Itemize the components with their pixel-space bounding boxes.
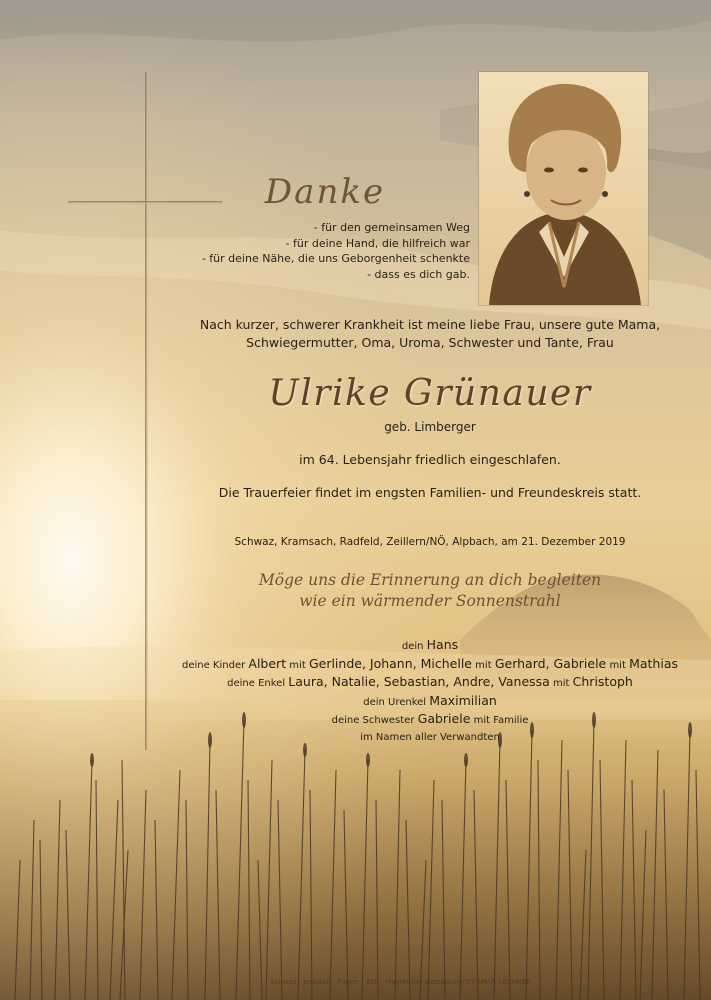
mourner-prefix: deine Schwester (331, 715, 415, 726)
mourner-name: Gabriele (417, 711, 471, 726)
verse-line: - dass es dich gab. (367, 267, 470, 281)
mourner-name: Mathias (629, 655, 678, 671)
mourners-list (180, 637, 680, 746)
mourner-connector: mit (609, 659, 626, 671)
mourner-name: Christoph (572, 674, 633, 689)
mourner-sister (180, 711, 680, 730)
mourner-connector: mit (475, 659, 492, 671)
place-and-date: Schwaz, Kramsach, Radfeld, Zeillern/NÖ, Alpbach, am 21. Dezember 2019 (234, 536, 626, 548)
thanks-heading: Danke (264, 172, 386, 212)
verse-line: - für deine Nähe, die uns Geborgenheit schenkte (201, 252, 470, 265)
funeral-notice: Die Trauerfeier findet im engsten Familien- und Freundeskreis statt. (218, 485, 642, 500)
portrait-photo (479, 72, 648, 305)
thanks-verses (200, 220, 470, 282)
deceased-name: Ulrike Grünauer (268, 373, 592, 414)
birth-name: geb. Limberger (384, 420, 476, 434)
mourner-grandchildren (180, 674, 680, 693)
mourner-children (180, 656, 680, 675)
mourner-prefix: dein (401, 641, 424, 652)
mourner-relatives: im Namen aller Verwandten (360, 731, 500, 743)
funeral-home-footer: Schwaz · Jenbach · Fügen · Zell · Mayrhofen Bestattung OTHMAR LECHNER (270, 978, 532, 986)
mourner-connector: mit (289, 659, 306, 671)
mourner-connector: mit (553, 678, 570, 689)
mourner-name: Gerlinde, Johann, Michelle (308, 655, 472, 671)
intro-line: Nach kurzer, schwerer Krankheit ist meine liebe Frau, unsere gute Mama, (199, 317, 661, 332)
mourner-prefix: deine Enkel (227, 678, 286, 689)
mourner-name: Gerhard, Gabriele (494, 655, 607, 671)
memorial-quote-line: wie ein wärmender Sonnenstrahl (299, 592, 561, 610)
verse-line: - für deine Hand, die hilfreich war (285, 236, 470, 250)
mourner-name: Albert (248, 655, 287, 671)
mourner-connector: mit Familie (473, 715, 529, 726)
intro-line: Schwiegermutter, Oma, Uroma, Schwester und Tante, Frau (246, 335, 614, 350)
memorial-quote-line: Möge uns die Erinnerung an dich begleiten (258, 571, 602, 589)
mourner-prefix: dein Urenkel (363, 696, 427, 708)
intro-text (190, 316, 670, 352)
verse-line: - für den gemeinsamen Weg (313, 221, 470, 234)
mourner-husband (180, 637, 680, 656)
mourner-prefix: deine Kinder (181, 659, 246, 671)
mourner-name: Laura, Natalie, Sebastian, Andre, Vanessa (288, 674, 550, 689)
cross-horizontal-beam (68, 201, 222, 204)
cross-vertical-beam (145, 72, 148, 750)
mourner-great-grandchild (180, 693, 680, 712)
mourner-name: Hans (426, 637, 459, 652)
age-text: im 64. Lebensjahr friedlich eingeschlafen. (299, 452, 561, 467)
mourner-name: Maximilian (429, 692, 497, 708)
